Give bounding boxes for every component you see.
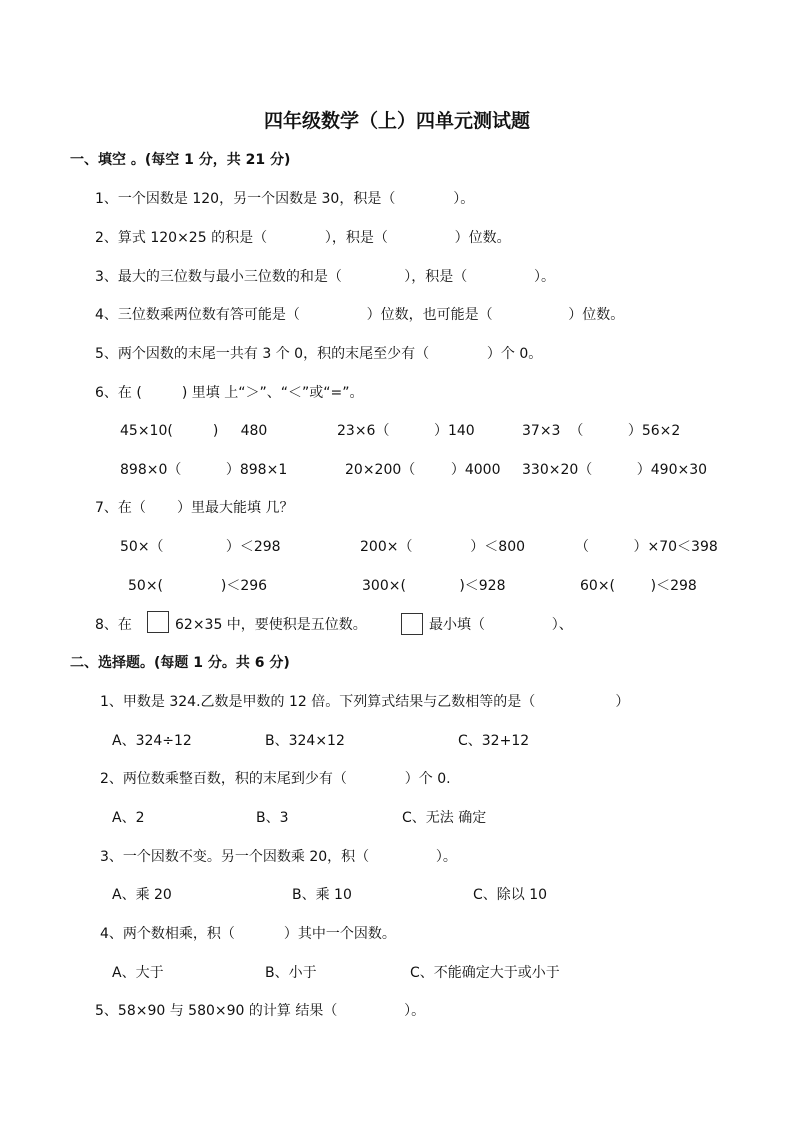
option-b: B、乘 10 [292,887,352,903]
max-fill-item: （ ）×70＜398 [575,539,718,555]
section-2-heading: 二、选择题。(每题 1 分。共 6 分) [70,655,290,671]
max-fill-item: 60×( )＜298 [580,578,697,594]
question-2-3: 3、一个因数不变。另一个因数乘 20，积（ ）。 [100,849,457,865]
comparison-item: 898×0（ ）898×1 [120,462,288,478]
option-c: C、无法 确定 [402,810,487,826]
option-a: A、2 [112,810,145,826]
option-c: C、32+12 [458,733,530,749]
section-1-heading: 一、填空 。(每空 1 分，共 21 分) [70,152,291,168]
comparison-item: 330×20（ ）490×30 [522,462,708,478]
question-2-2: 2、两位数乘整百数，积的末尾到少有（ ）个 0. [100,771,451,787]
comparison-item: 23×6（ ）140 [337,423,475,439]
option-b: B、小于 [265,965,317,981]
question-1-7: 7、在（ ）里最大能填 几？ [95,500,294,516]
option-c: C、除以 10 [473,887,548,903]
comparison-item: 45×10( ) 480 [120,423,268,439]
comparison-item: 37×3 （ ）56×2 [522,423,681,439]
page-title: 四年级数学（上）四单元测试题 [263,110,530,132]
option-c: C、不能确定大于或小于 [410,965,560,981]
answer-box[interactable] [147,611,169,633]
question-1-2: 2、算式 120×25 的积是（ ），积是（ ）位数。 [95,230,511,246]
answer-box[interactable] [401,613,423,635]
question-1-8-prefix: 8、在 [95,617,132,633]
question-1-3: 3、最大的三位数与最小三位数的和是（ ），积是（ ）。 [95,269,555,285]
max-fill-item: 50×（ ）＜298 [120,539,281,555]
max-fill-item: 200×（ ）＜800 [360,539,526,555]
max-fill-item: 300×( )＜928 [362,578,506,594]
question-1-5: 5、两个因数的末尾一共有 3 个 0，积的末尾至少有（ ）个 0。 [95,346,543,362]
question-1-8-suffix: 最小填（ ）、 [429,617,573,633]
max-fill-item: 50×( )＜296 [128,578,268,594]
question-2-1: 1、甲数是 324.乙数是甲数的 12 倍。下列算式结果与乙数相等的是（ ） [100,694,630,710]
question-2-5: 5、58×90 与 580×90 的计算 结果（ ）。 [95,1003,426,1019]
option-b: B、324×12 [265,733,345,749]
question-1-6: 6、在 ( ) 里填 上“＞”、“＜”或“=”。 [95,385,364,401]
question-1-8-middle: 62×35 中，要使积是五位数。 [175,617,367,633]
option-a: A、乘 20 [112,887,172,903]
question-1-1: 1、一个因数是 120，另一个因数是 30，积是（ ）。 [95,191,475,207]
option-a: A、324÷12 [112,733,192,749]
option-b: B、3 [256,810,289,826]
comparison-item: 20×200（ ）4000 [345,462,501,478]
option-a: A、大于 [112,965,164,981]
question-2-4: 4、两个数相乘，积（ ）其中一个因数。 [100,926,396,942]
question-1-4: 4、三位数乘两位数有答可能是（ ）位数，也可能是（ ）位数。 [95,307,625,323]
